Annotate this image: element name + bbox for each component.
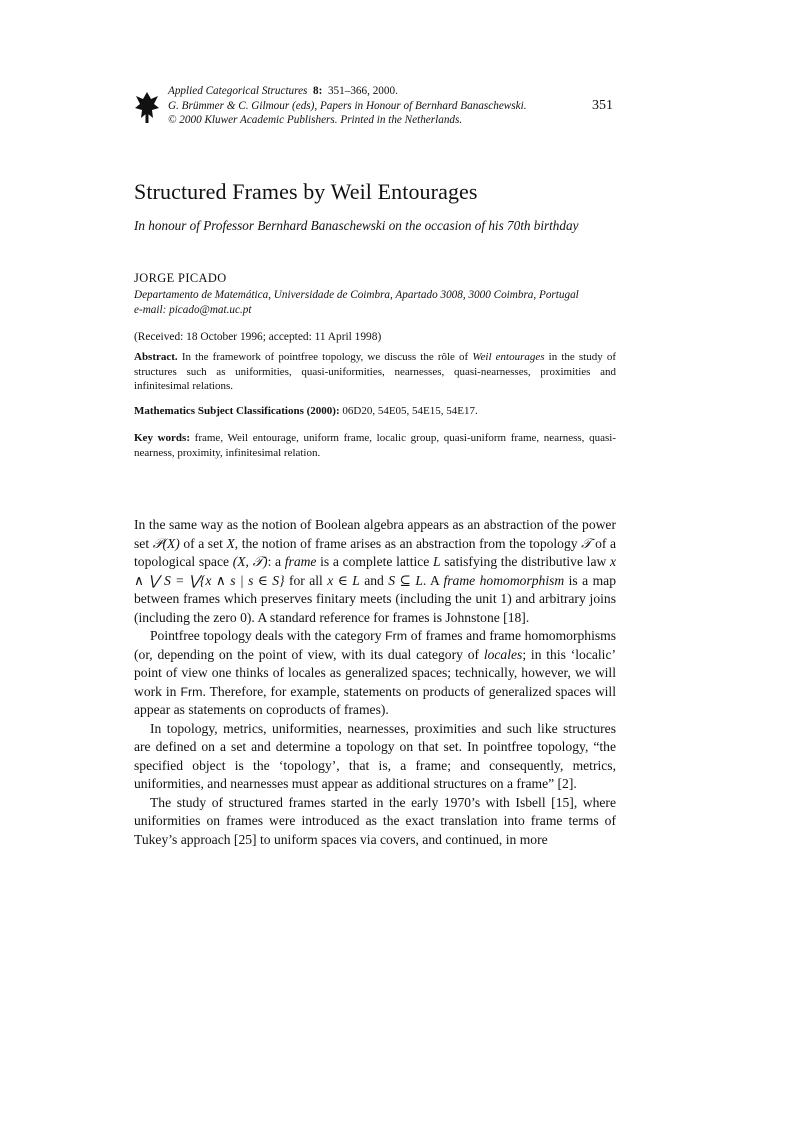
- keywords-text: frame, Weil entourage, uniform frame, localic group, quasi-uniform frame, nearness, quasi-nearness, proximity, infinitesimal relation.: [134, 432, 616, 459]
- term-frame: frame: [284, 554, 317, 569]
- msc-label: Mathematics Subject Classifications (2000):: [134, 405, 340, 417]
- p1-text-a: In the same way as the notion of Boolean algebra appears as an abstraction of the power set: [134, 517, 616, 551]
- abstract-emph: Weil entourages: [472, 351, 545, 363]
- category-frm: Frm: [385, 629, 408, 643]
- abstract-text-b: in the study of structures such as uniformities, quasi-uniformities, nearnesses, quasi-nearnesses, proximities and infinitesimal relations.: [134, 351, 617, 392]
- author-name: JORGE PICADO: [134, 271, 227, 285]
- p1-text-f: is a complete lattice: [320, 554, 430, 569]
- editors-line: G. Brümmer & C. Gilmour (eds), Papers in Honour of Bernhard Banaschewski.: [168, 99, 527, 112]
- math-topological-space: (X, 𝒯): [232, 554, 268, 569]
- category-frm-2: Frm: [180, 684, 203, 699]
- math-x-in-l: x ∈ L: [327, 572, 360, 588]
- email-line: e-mail: picado@mat.uc.pt: [134, 303, 252, 316]
- dedication: In honour of Professor Bernhard Banaschewski on the occasion of his 70th birthday: [134, 218, 579, 233]
- journal-info: [168, 84, 527, 128]
- affiliation-line: Departamento de Matemática, Universidade de Coimbra, Apartado 3008, 3000 Coimbra, Portugal: [134, 289, 579, 301]
- paragraph-3: In topology, metrics, uniformities, nearnesses, proximities and such like structures are defined on a set and determine a topology on that set. In pointfree topology, “the specified object is the ‘topology’, that is, a frame; and consequently, metrics, uniformities, and nearnesses must appear as additional structures on a frame” [2].: [134, 720, 616, 791]
- math-s-subset-l: S ⊆ L: [388, 572, 423, 588]
- keywords: [134, 431, 616, 460]
- math-distributive-law: x ∧ ⋁ S = ⋁{x ∧ s | s ∈ S}: [134, 554, 617, 588]
- journal-pages: 351–366, 2000.: [327, 85, 398, 97]
- term-frame-homomorphism: frame homomorphism: [443, 572, 565, 588]
- copyright-line: © 2000 Kluwer Academic Publishers. Printed in the Netherlands.: [168, 114, 463, 126]
- received-dates: (Received: 18 October 1996; accepted: 11 April 1998): [134, 331, 382, 343]
- abstract: [134, 350, 616, 394]
- math-lattice-l: L: [433, 554, 441, 569]
- page-number: 351: [592, 98, 613, 113]
- p1-text-j: . A: [422, 572, 440, 588]
- article-title: Structured Frames by Weil Entourages: [134, 179, 478, 204]
- keywords-label: Key words:: [134, 432, 190, 444]
- p1-text-d: of a topological space: [134, 535, 616, 569]
- math-power-set-symbol: 𝒫: [152, 535, 163, 552]
- p2-text-c: ; in this ‘localic’ point of view one thinks of locales as generalized spaces; technically, however, we will work in: [134, 646, 617, 699]
- journal-volume: 8:: [313, 85, 323, 97]
- abstract-text-a: In the framework of pointfree topology, we discuss the rôle of: [181, 351, 469, 363]
- abstract-label: Abstract.: [134, 351, 178, 363]
- math-set-x: X: [226, 535, 235, 551]
- paragraph-1: [134, 516, 616, 627]
- p2-text-b: of frames and frame homomorphisms (or, depending on the point of view, with its dual category of: [134, 628, 616, 662]
- p1-text-i: and: [364, 572, 384, 588]
- paragraph-2: [134, 627, 616, 720]
- p1-text-g: satisfying the distributive law: [444, 554, 607, 569]
- p1-text-h: for all: [288, 572, 323, 588]
- journal-name: Applied Categorical Structures: [168, 85, 308, 97]
- math-topology-symbol: 𝒯: [581, 535, 592, 552]
- p1-text-c: , the notion of frame arises as an abstraction from the topology: [234, 535, 578, 551]
- p1-text-b: of a set: [183, 535, 223, 551]
- author-affiliation: [134, 288, 579, 317]
- term-locales: locales: [483, 646, 523, 662]
- math-power-set-arg: (X): [162, 535, 180, 551]
- body-text: [134, 516, 616, 849]
- p1-text-k: is a map between frames which preserves finitary meets (including the unit 1) and arbitrary joins (including the zero 0). A standard reference for frames is Johnstone [18].: [134, 572, 617, 625]
- p2-text-a: Pointfree topology deals with the category: [150, 628, 382, 643]
- paragraph-4: The study of structured frames started in the early 1970’s with Isbell [15], where uniformities on frames were introduced as the exact translation into frame terms of Tukey’s approach [25] to uniform spaces via covers, and continued, in more: [134, 794, 616, 847]
- msc-codes: 06D20, 54E05, 54E15, 54E17.: [342, 405, 478, 417]
- p1-text-e: : a: [267, 554, 282, 569]
- p2-text-d: . Therefore, for example, statements on products of generalized spaces will appear as statements on coproducts of frames).: [134, 683, 616, 717]
- msc-classification: [134, 405, 478, 417]
- publisher-logo-icon: [134, 90, 160, 124]
